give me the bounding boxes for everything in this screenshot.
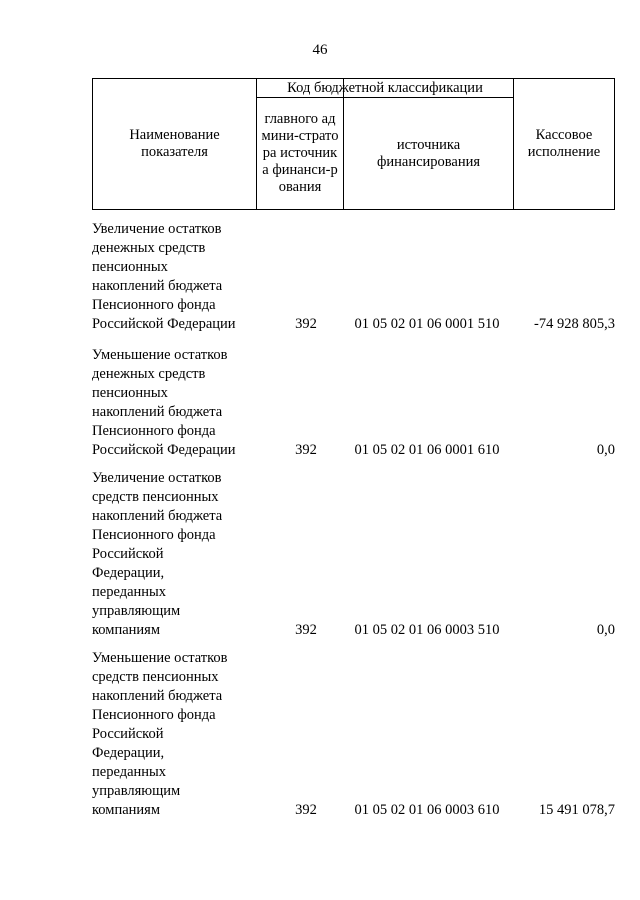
row-source-code: 01 05 02 01 06 0001 510 <box>354 316 500 332</box>
column-header-name: Наименование показателя <box>129 127 220 160</box>
row-name: Увеличение остатков денежных средств пенсионных накоплений бюджета Пенсионного фонда Российской Федерации <box>92 221 236 332</box>
row-source-code: 01 05 02 01 06 0003 610 <box>354 802 500 818</box>
row-amount: 0,0 <box>596 442 615 458</box>
row-admin-code: 392 <box>295 442 317 458</box>
row-amount: 15 491 078,7 <box>538 802 615 818</box>
table-row <box>0 650 640 820</box>
header-divider <box>256 79 257 209</box>
row-source-code: 01 05 02 01 06 0001 610 <box>354 442 500 458</box>
table-row <box>0 344 640 460</box>
row-name: Уменьшение остатков средств пенсионных накоплений бюджета Пенсионного фонда Российской Федерации, переданных управляющим компаниям <box>92 650 228 818</box>
row-source-code: 01 05 02 01 06 0003 510 <box>354 622 500 638</box>
table-header <box>92 78 615 210</box>
column-group-header-code: Код бюджетной классификации <box>287 79 483 96</box>
row-admin-code: 392 <box>295 622 317 638</box>
row-name: Увеличение остатков средств пенсионных накоплений бюджета Пенсионного фонда Российской Федерации, переданных управляющим компаниям <box>92 470 223 638</box>
page-number: 46 <box>312 42 328 58</box>
table-row <box>0 470 640 640</box>
column-header-amount: Кассовое исполнение <box>527 127 601 160</box>
row-amount: 0,0 <box>596 622 615 638</box>
row-amount: -74 928 805,3 <box>534 316 615 332</box>
row-name: Уменьшение остатков денежных средств пенсионных накоплений бюджета Пенсионного фонда Российской Федерации <box>92 347 236 458</box>
row-admin-code: 392 <box>295 316 317 332</box>
table-row <box>0 218 640 334</box>
column-header-source: источника финансирования <box>376 136 481 170</box>
row-admin-code: 392 <box>295 802 317 818</box>
column-header-admin: главного админи-стратора источника финанси-рования <box>261 111 339 195</box>
